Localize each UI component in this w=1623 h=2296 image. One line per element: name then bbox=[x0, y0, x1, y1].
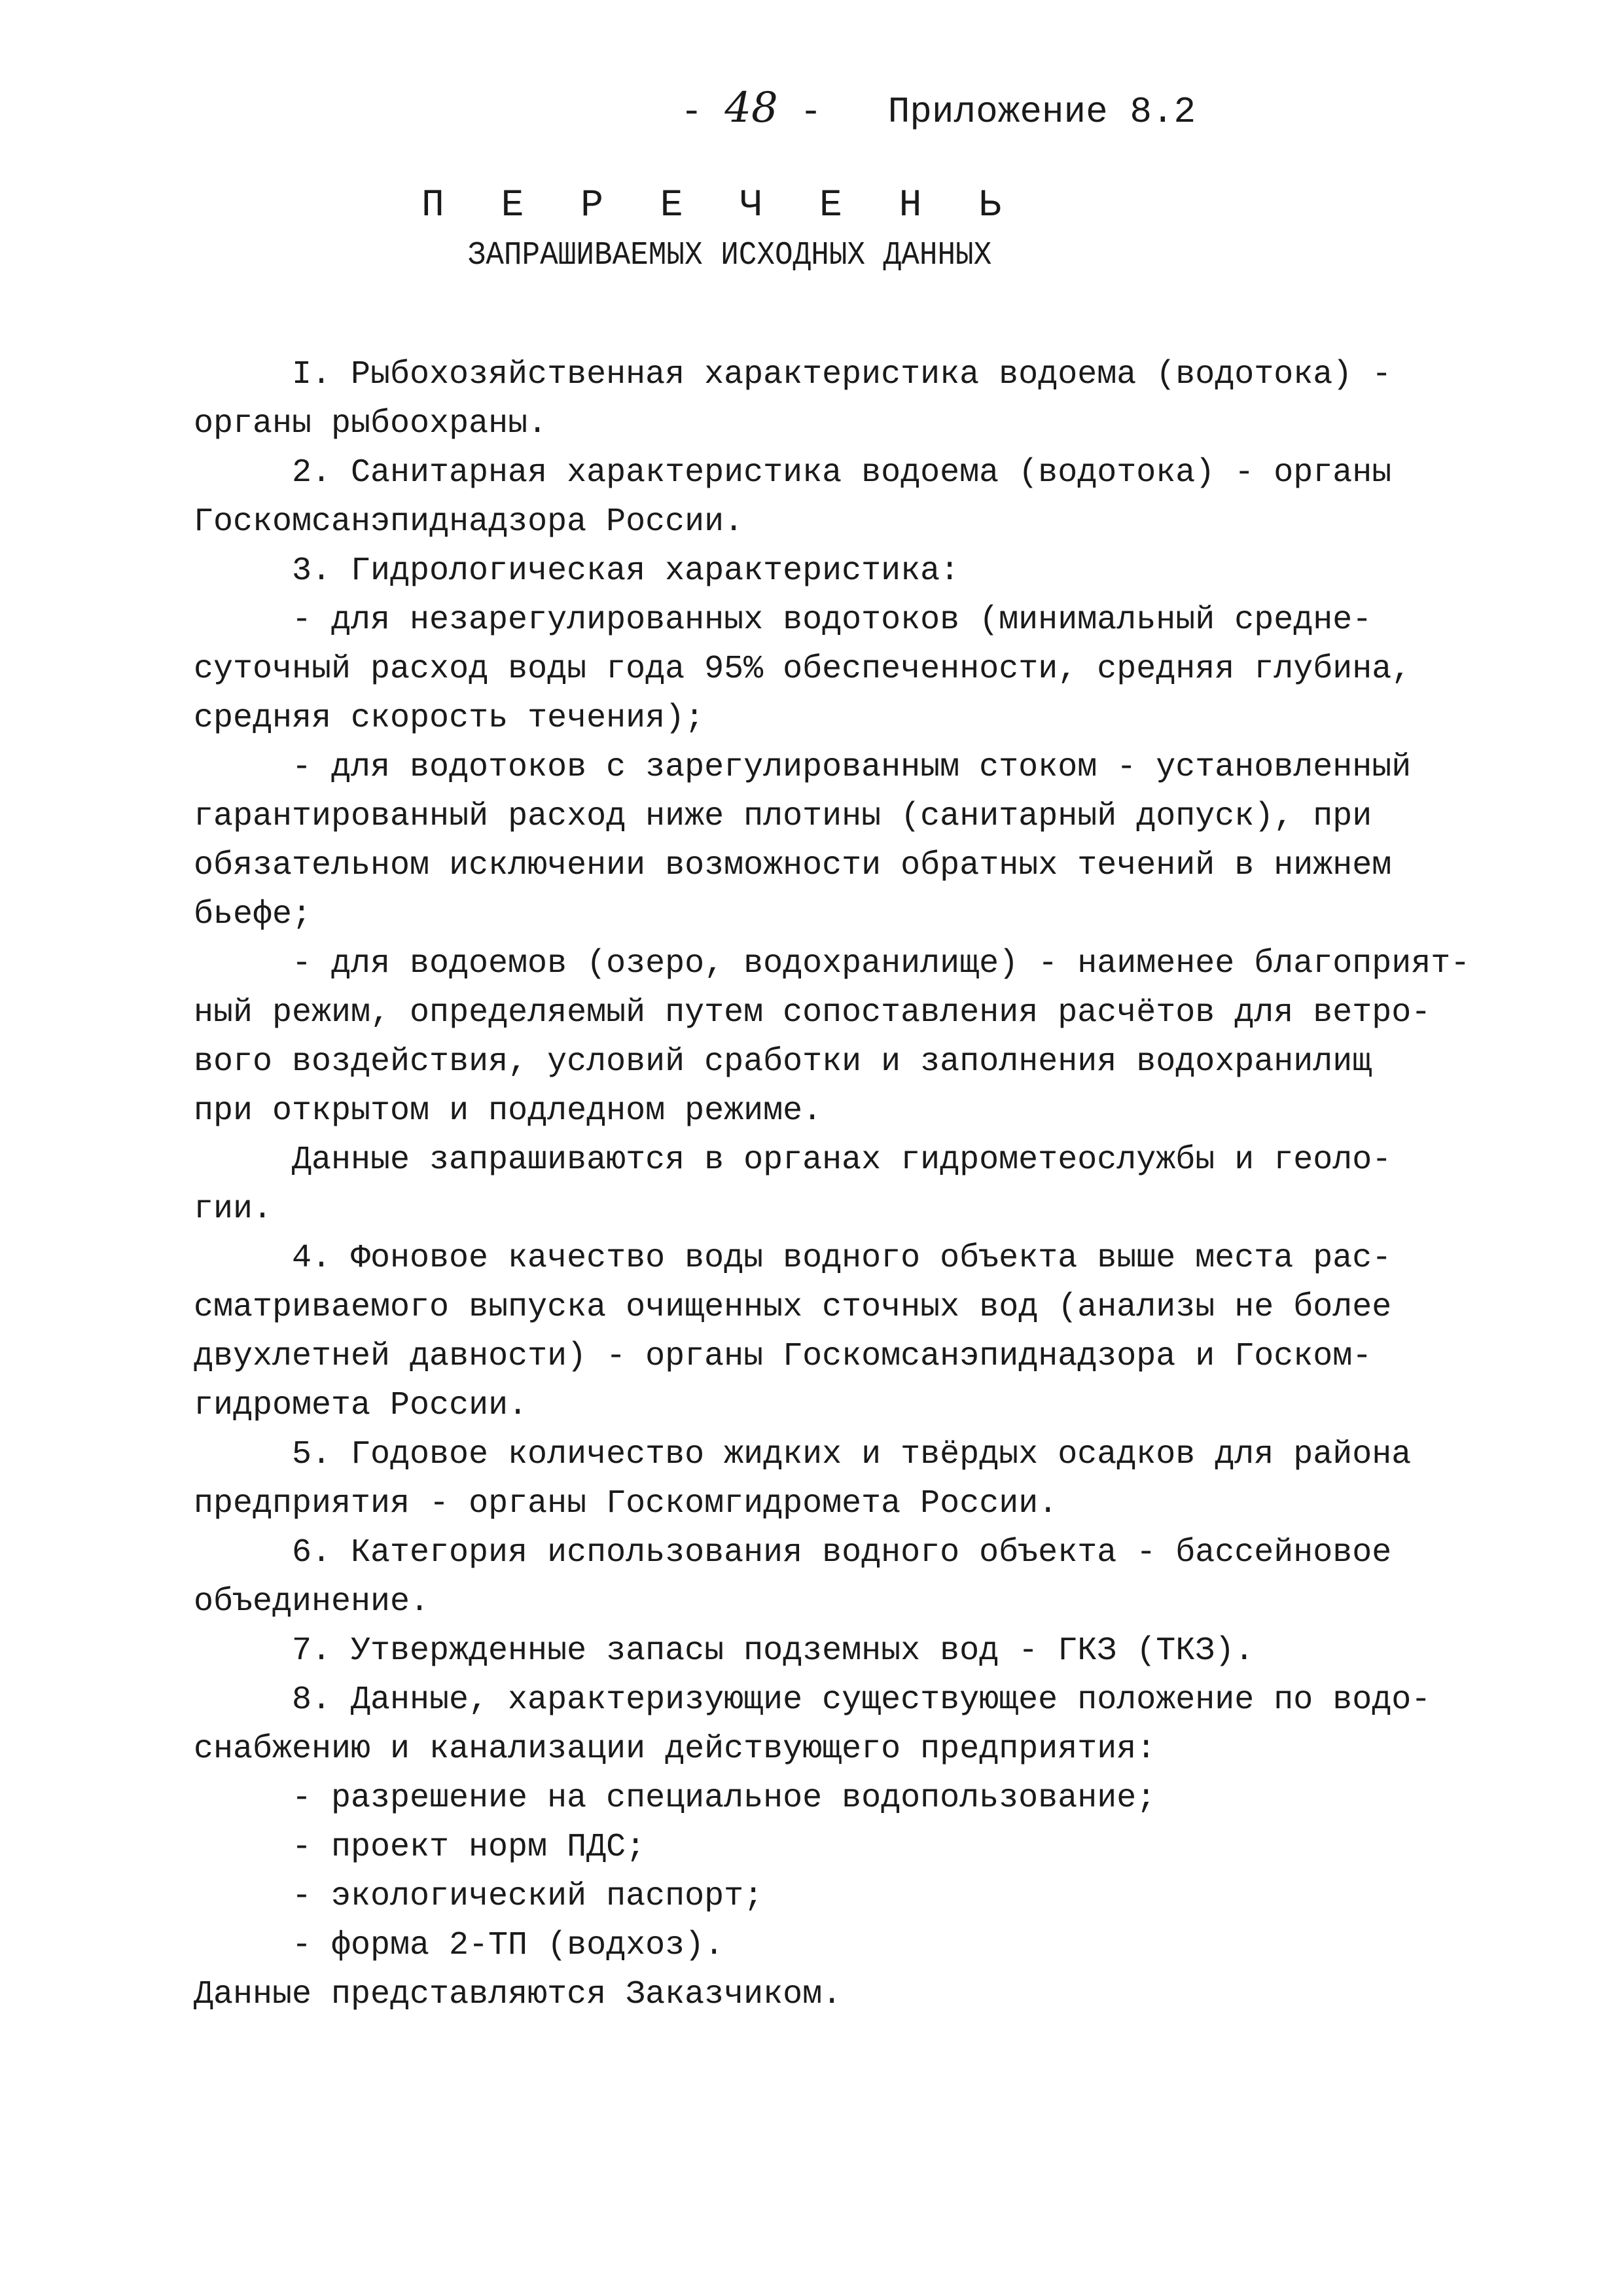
text-line: - для водотоков с зарегулированным стоком - установленный bbox=[292, 749, 1412, 786]
document-title: П Е Р Е Ч Е Н Ь bbox=[421, 185, 1019, 227]
text-line: - для водоемов (озеро, водохранилище) - наименее благоприят- bbox=[292, 945, 1471, 982]
document-body bbox=[194, 350, 1496, 2019]
text-line: гарантированный расход ниже плотины (санитарный допуск), при bbox=[194, 798, 1372, 835]
text-line: органы рыбоохраны. bbox=[194, 405, 548, 442]
text-line: I. Рыбохозяйственная характеристика водоема (водотока) - bbox=[292, 356, 1392, 393]
text-line: 2. Санитарная характеристика водоема (водотока) - органы bbox=[292, 454, 1392, 492]
text-line: - разрешение на специальное водопользование; bbox=[292, 1780, 1156, 1817]
text-line: Данные представляются Заказчиком. bbox=[194, 1976, 842, 2013]
text-line: ный режим, определяемый путем сопоставления расчётов для ветро- bbox=[194, 994, 1431, 1031]
text-line: вого воздействия, условий сработки и заполнения водохранилищ bbox=[194, 1043, 1372, 1081]
text-line: 6. Категория использования водного объекта - бассейновое bbox=[292, 1534, 1392, 1571]
text-line: бьефе; bbox=[194, 896, 312, 933]
text-line: Госкомсанэпиднадзора России. bbox=[194, 503, 744, 541]
text-line: - проект норм ПДС; bbox=[292, 1829, 646, 1866]
text-line: 5. Годовое количество жидких и твёрдых осадков для района bbox=[292, 1436, 1412, 1473]
document-subtitle: ЗАПРАШИВАЕМЫХ ИСХОДНЫХ ДАННЫХ bbox=[467, 237, 992, 274]
text-line: сматриваемого выпуска очищенных сточных вод (анализы не более bbox=[194, 1289, 1392, 1326]
page-number: 48 bbox=[724, 84, 778, 132]
text-line: при открытом и подледном режиме. bbox=[194, 1092, 823, 1130]
text-line: гии. bbox=[194, 1191, 273, 1228]
text-line: снабжению и канализации действующего предприятия: bbox=[194, 1731, 1156, 1768]
text-line: 4. Фоновое качество воды водного объекта выше места рас- bbox=[292, 1240, 1392, 1277]
text-line: 3. Гидрологическая характеристика: bbox=[292, 552, 960, 590]
text-line: Данные запрашиваются в органах гидрометеослужбы и геоло- bbox=[292, 1141, 1392, 1179]
text-line: - для незарегулированных водотоков (минимальный средне- bbox=[292, 601, 1372, 639]
appendix-label: Приложение 8.2 bbox=[887, 91, 1196, 133]
text-line: объединение. bbox=[194, 1583, 430, 1621]
text-line: средняя скорость течения); bbox=[194, 700, 705, 737]
text-line: - форма 2-ТП (водхоз). bbox=[292, 1927, 724, 1964]
text-line: гидромета России. bbox=[194, 1387, 528, 1424]
text-line: 8. Данные, характеризующие существующее положение по водо- bbox=[292, 1681, 1431, 1719]
text-line: двухлетней давности) - органы Госкомсанэпиднадзора и Госком- bbox=[194, 1338, 1372, 1375]
text-line: - экологический паспорт; bbox=[292, 1878, 764, 1915]
page-header: - 48 - Приложение 8.2 bbox=[681, 84, 1196, 133]
text-line: 7. Утвержденные запасы подземных вод - ГКЗ (ТКЗ). bbox=[292, 1632, 1255, 1670]
text-line: обязательном исключении возможности обратных течений в нижнем bbox=[194, 847, 1392, 884]
text-line: предприятия - органы Госкомгидромета России. bbox=[194, 1485, 1058, 1522]
text-line: суточный расход воды года 95% обеспеченности, средняя глубина, bbox=[194, 651, 1412, 688]
